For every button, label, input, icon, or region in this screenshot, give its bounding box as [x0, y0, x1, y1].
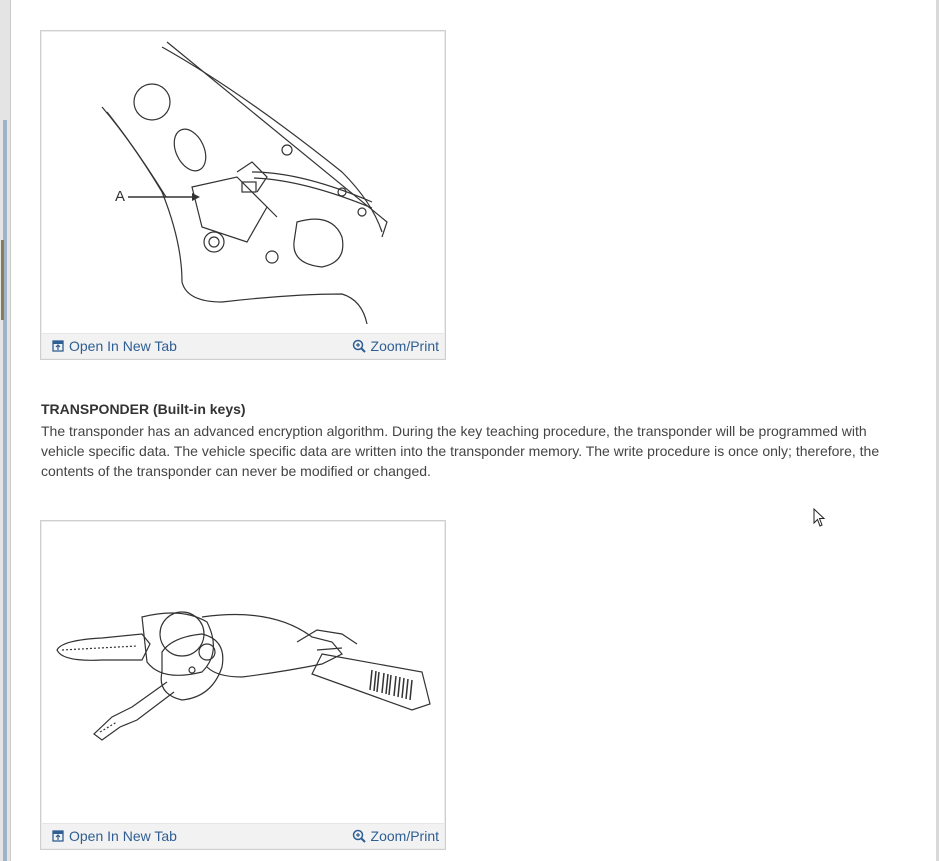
- zoom-print-label: Zoom/Print: [370, 338, 439, 354]
- figure-2-toolbar: [42, 823, 444, 848]
- zoom-print-label: Zoom/Print: [370, 828, 439, 844]
- mouse-cursor-icon: [813, 508, 827, 528]
- transponder-keys-drawing: [42, 522, 444, 822]
- section-title: TRANSPONDER (Built-in keys): [41, 401, 246, 417]
- open-in-new-tab-icon: [52, 340, 64, 352]
- zoom-print-link[interactable]: [352, 338, 439, 354]
- callout-label-a: A: [115, 188, 126, 205]
- ignition-module-drawing: [42, 32, 444, 332]
- zoom-print-link[interactable]: [352, 828, 439, 844]
- left-frame-accent: [1, 240, 4, 320]
- figure-transponder-keys: [40, 520, 446, 850]
- open-in-new-tab-label: Open In New Tab: [69, 828, 177, 844]
- figure-ignition-module: [40, 30, 446, 360]
- zoom-icon: [352, 829, 366, 843]
- left-frame-scroll-stripe: [3, 120, 7, 861]
- open-in-new-tab-link[interactable]: [52, 338, 177, 354]
- zoom-icon: [352, 339, 366, 353]
- open-in-new-tab-icon: [52, 830, 64, 842]
- open-in-new-tab-link[interactable]: [52, 828, 177, 844]
- figure-1-toolbar: [42, 333, 444, 358]
- left-window-frame: [0, 0, 11, 861]
- open-in-new-tab-label: Open In New Tab: [69, 338, 177, 354]
- section-body: The transponder has an advanced encryption algorithm. During the key teaching procedure, the transponder will be programmed with vehicle specific data. The vehicle specific data are written into the transponder memory. The write procedure is once only; therefore, the contents of the transponder can never be modified or changed.: [41, 423, 880, 479]
